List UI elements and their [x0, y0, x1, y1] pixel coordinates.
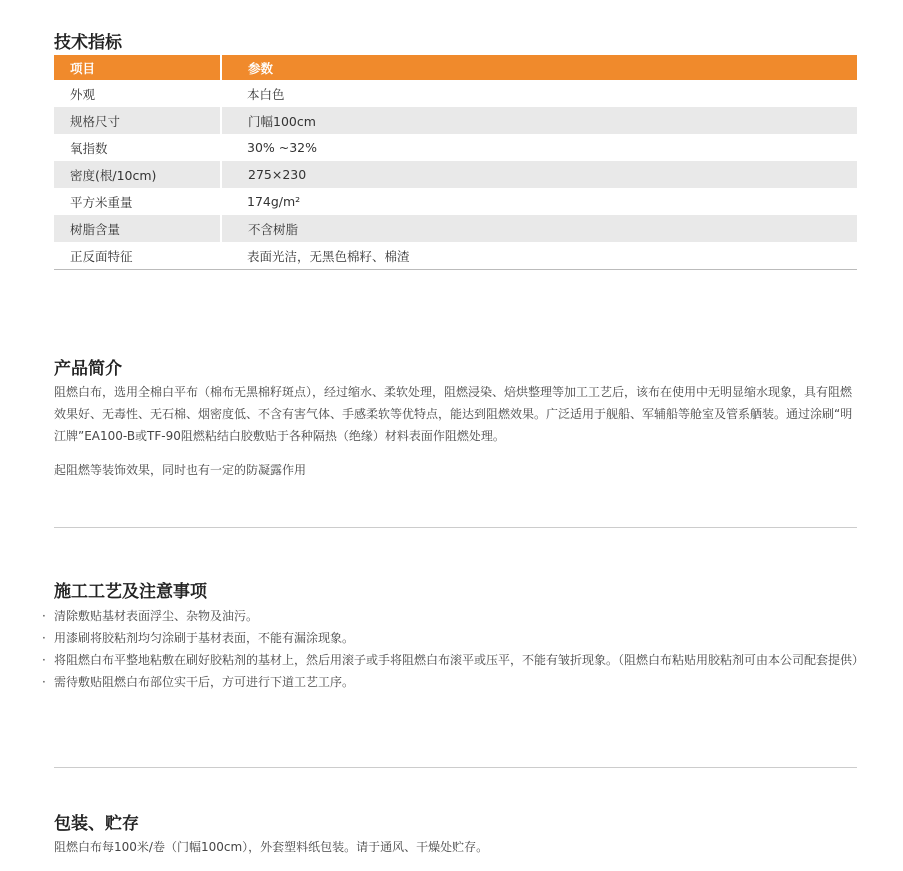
spec-value: 174g/m² [247, 194, 301, 209]
intro-title: 产品简介 [54, 359, 122, 379]
table-row [54, 215, 857, 242]
specs-header-row [54, 55, 857, 80]
packaging-text: 阻燃白布每100米/卷（门幅100cm），外套塑料纸包装。请于通风、干燥处贮存。 [54, 840, 489, 854]
specs-header-param: 参数 [221, 55, 857, 80]
table-row [54, 188, 857, 215]
list-item [40, 671, 860, 693]
bullet-icon: · [42, 631, 46, 645]
specs-table [54, 55, 857, 270]
section-divider [54, 527, 857, 528]
spec-label: 平方米重量 [70, 194, 133, 210]
spec-label: 氧指数 [70, 140, 108, 156]
list-item [40, 627, 860, 649]
section-divider [54, 767, 857, 768]
packaging-title: 包装、贮存 [54, 814, 139, 834]
step-text: 将阻燃白布平整地粘敷在刷好胶粘剂的基材上，然后用滚子或手将阻燃白布滚平或压平，不能有皱折现象。（阻燃白布粘贴用胶粘剂可由本公司配套提供） [54, 653, 865, 667]
table-row [54, 107, 857, 134]
table-row [54, 134, 857, 161]
list-item [40, 649, 865, 671]
table-row [54, 161, 857, 188]
spec-value: 门幅100cm [221, 107, 857, 134]
step-text: 清除敷贴基材表面浮尘、杂物及油污。 [54, 609, 259, 623]
specs-title: 技术指标 [54, 33, 122, 53]
table-row [54, 80, 857, 107]
list-item [40, 605, 860, 627]
spec-value: 本白色 [247, 86, 285, 102]
spec-label: 外观 [70, 86, 96, 102]
spec-label: 密度(根/10cm) [54, 161, 221, 188]
spec-value: 30% ~32% [247, 140, 318, 155]
bullet-icon: · [42, 653, 46, 667]
step-text: 用漆刷将胶粘剂均匀涂刷于基材表面，不能有漏涂现象。 [54, 631, 355, 645]
spec-value: 表面光洁，无黑色棉籽、棉渣 [221, 242, 857, 270]
spec-label: 正反面特征 [54, 242, 221, 270]
spec-label: 规格尺寸 [54, 107, 221, 134]
bullet-icon: · [42, 675, 46, 689]
step-text: 需待敷贴阻燃白布部位实干后，方可进行下道工艺工序。 [54, 675, 355, 689]
specs-header-item: 项目 [54, 55, 221, 80]
process-title: 施工工艺及注意事项 [54, 582, 207, 602]
table-row [54, 242, 857, 270]
spec-value: 275×230 [221, 161, 857, 188]
spec-label: 树脂含量 [54, 215, 221, 242]
intro-paragraph-2: 起阻燃等装饰效果，同时也有一定的防凝露作用 [54, 463, 307, 477]
spec-value: 不含树脂 [221, 215, 857, 242]
bullet-icon: · [42, 609, 46, 623]
intro-paragraph: 阻燃白布，选用全棉白平布（棉布无黑棉籽斑点），经过缩水、柔软处理，阻燃浸染、焙烘整理等加工工艺后，该布在使用中无明显缩水现象，具有阻燃效果好、无毒性、无石棉、烟密度低、不含有害气体、手感柔软等优特点，能达到阻燃效果。广泛适用于舰船、军辅船等舱室及管系舾装。通过涂刷“明江牌”EA100-B或TF-90阻燃粘结白胶敷贴于各种隔热（绝缘）材料表面作阻燃处理。 [54, 385, 853, 443]
process-steps-list [40, 605, 865, 693]
